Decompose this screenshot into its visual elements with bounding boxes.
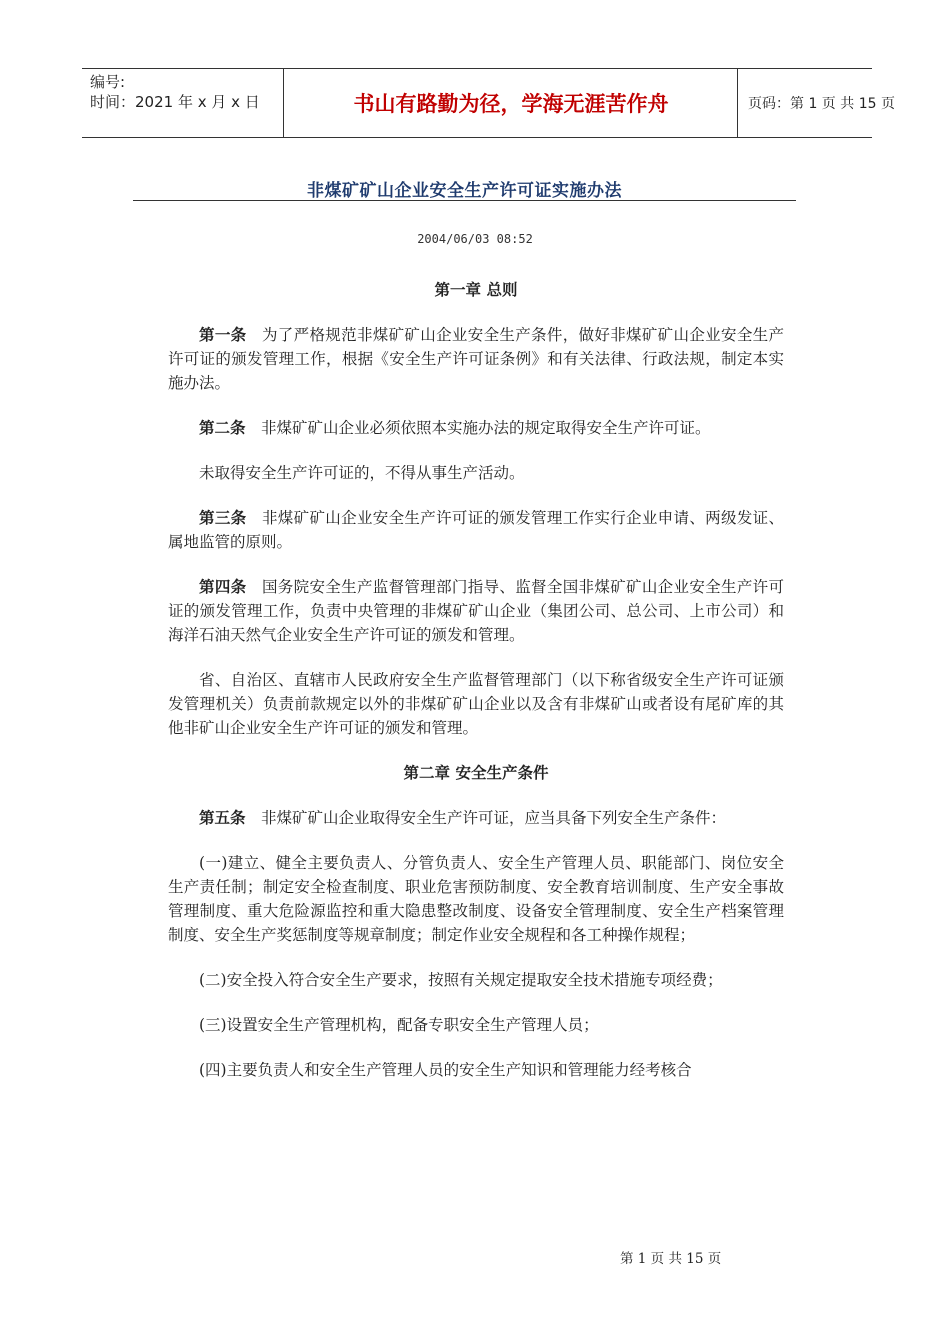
document-body [168,278,784,1103]
article-label: 第三条 [199,508,247,527]
chapter-heading: 第二章 安全生产条件 [403,763,549,782]
page-footer: 第 1 页 共 15 页 [620,1251,722,1267]
article-text: 为了严格规范非煤矿矿山企业安全生产条件，做好非煤矿矿山企业安全生产许可证的颁发管理工作，根据《安全生产许可证条例》和有关法律、行政法规，制定本实施办法。 [168,326,784,392]
article-1 [168,323,784,395]
list-item: (一)建立、健全主要负责人、分管负责人、安全生产管理人员、职能部门、岗位安全生产责任制；制定安全检查制度、职业危害预防制度、安全教育培训制度、生产安全事故管理制度、重大危险源监控和重大隐患整改制度、设备安全管理制度、安全生产档案管理制度、安全生产奖惩制度等规章制度；制定作业安全规程和各工种操作规程； [168,854,784,944]
article-text: 非煤矿矿山企业必须依照本实施办法的规定取得安全生产许可证。 [261,419,711,437]
title-rule [133,200,796,201]
header-slogan: 书山有路勤为径，学海无涯苦作舟 [285,69,738,137]
document-date: 2004/06/03 08:52 [417,232,533,246]
list-item: (四)主要负责人和安全生产管理人员的安全生产知识和管理能力经考核合 [199,1061,692,1079]
article-text: 非煤矿矿山企业取得安全生产许可证，应当具备下列安全生产条件： [261,809,727,827]
article-4 [168,575,784,647]
article-5 [168,806,784,830]
number-label: 编号: [90,73,126,91]
time-label: 时间：2021 年 x 月 x 日 [90,93,260,111]
article-4-paragraph: 省、自治区、直辖市人民政府安全生产监督管理部门（以下称省级安全生产许可证颁发管理机关）负责前款规定以外的非煤矿矿山企业以及含有非煤矿山或者设有尾矿库的其他非矿山企业安全生产许可证的颁发和管理。 [168,671,784,737]
article-text: 非煤矿矿山企业安全生产许可证的颁发管理工作实行企业申请、两级发证、属地监管的原则。 [168,509,784,551]
list-item: (二)安全投入符合安全生产要求，按照有关规定提取安全技术措施专项经费； [199,971,723,989]
article-label: 第五条 [199,808,246,827]
article-text: 国务院安全生产监督管理部门指导、监督全国非煤矿矿山企业安全生产许可证的颁发管理工作，负责中央管理的非煤矿矿山企业（集团公司、总公司、上市公司）和海洋石油天然气企业安全生产许可证的颁发和管理。 [168,578,784,644]
article-label: 第一条 [199,325,247,344]
list-item: (三)设置安全生产管理机构，配备专职安全生产管理人员； [199,1016,599,1034]
header-page-label: 页码：第 1 页 共 15 页 [748,96,895,112]
article-2-paragraph: 未取得安全生产许可证的，不得从事生产活动。 [199,464,525,482]
document-title: 非煤矿矿山企业安全生产许可证实施办法 [307,181,622,201]
article-3 [168,506,784,554]
article-label: 第四条 [199,577,247,596]
article-label: 第二条 [199,418,246,437]
header-meta [82,69,284,137]
document-header [82,68,895,138]
chapter-heading: 第一章 总则 [434,280,518,299]
article-2 [168,416,784,440]
